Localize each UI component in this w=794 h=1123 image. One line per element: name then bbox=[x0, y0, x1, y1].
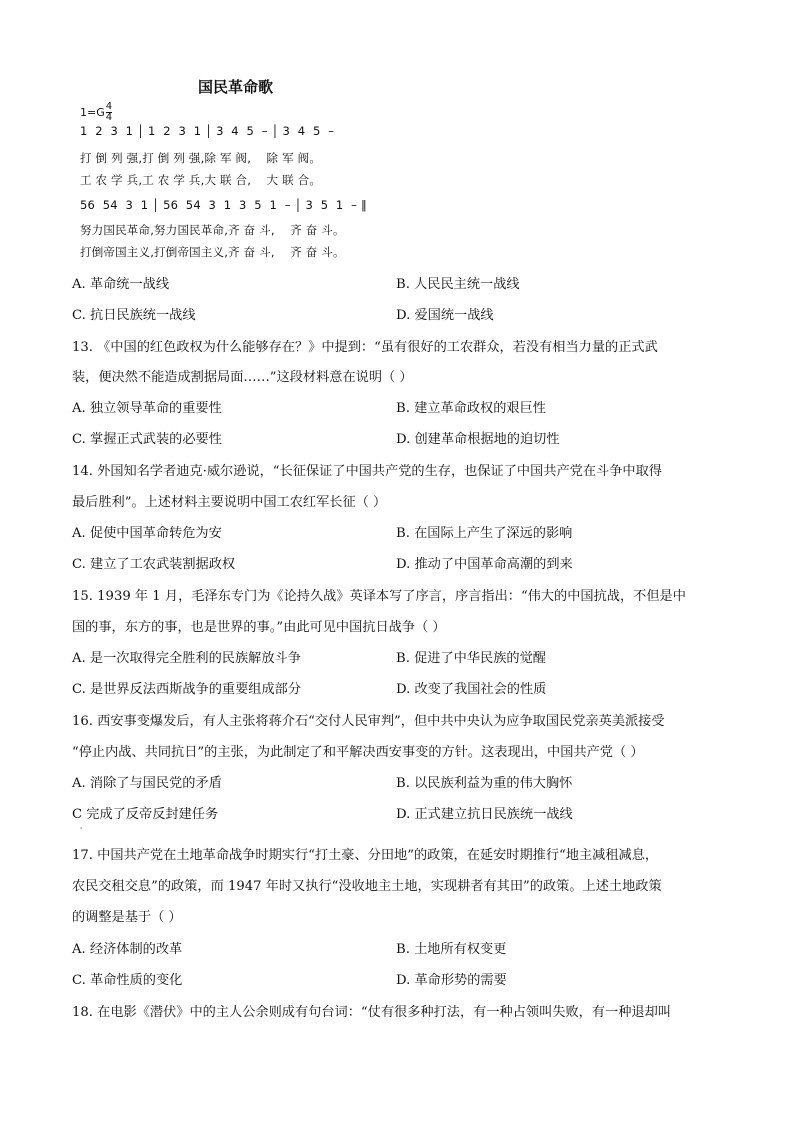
q17-option-c: C. 革命性质的变化 bbox=[72, 973, 183, 988]
q14-option-b: B. 在国际上产生了深远的影响 bbox=[396, 526, 573, 541]
q13-option-a: A. 独立领导革命的重要性 bbox=[72, 401, 222, 416]
q14-option-c: C. 建立了工农武装割据政权 bbox=[72, 557, 236, 572]
song-key-signature bbox=[80, 102, 112, 123]
stray-mark: ' bbox=[80, 826, 83, 835]
q15-option-a: A. 是一次取得完全胜利的民族解放斗争 bbox=[72, 651, 301, 666]
q16-stem-line-2: “停止内战、共同抗日”的主张，为此制定了和平解决西安事变的方针。这表现出，中国共产党（ ） bbox=[72, 745, 644, 760]
q12-option-b: B. 人民民主统一战线 bbox=[396, 277, 520, 292]
q14-option-d: D. 推动了中国革命高潮的到来 bbox=[396, 557, 573, 572]
q15-stem-line-2: 国的事，东方的事，也是世界的事。”由此可见中国抗日战争（ ） bbox=[72, 620, 446, 635]
q16-stem-line-1: 16. 西安事变爆发后，有人主张将蒋介石“交付人民审判”，但中共中央认为应争取国民党亲英美派接受 bbox=[72, 714, 665, 729]
q16-option-d: D. 正式建立抗日民族统一战线 bbox=[396, 807, 573, 822]
q17-option-d: D. 革命形势的需要 bbox=[396, 973, 507, 988]
song-lyrics-line-2: 工 农 学 兵,工 农 学 兵,大 联 合, 大 联 合。 bbox=[80, 173, 322, 187]
key-label: 1=G bbox=[80, 106, 105, 119]
song-notes-line-2: 56 54 3 1 │ 56 54 3 1 3 5 1 – │ 3 5 1 – ‖ bbox=[80, 198, 367, 212]
q13-stem-line-1: 13. 《中国的红色政权为什么能够存在？》中提到：“虽有很好的工农群众，若没有相当力量的正式武 bbox=[72, 340, 658, 355]
time-top: 4 bbox=[105, 101, 113, 112]
q16-option-c: C 完成了反帝反封建任务 bbox=[72, 807, 219, 822]
time-bottom: 4 bbox=[105, 112, 113, 123]
q12-option-c: C. 抗日民族统一战线 bbox=[72, 308, 196, 323]
q13-option-d: D. 创建革命根据地的迫切性 bbox=[396, 432, 560, 447]
q17-option-a: A. 经济体制的改革 bbox=[72, 942, 183, 957]
q15-stem-line-1: 15. 1939 年 1 月，毛泽东专门为《论持久战》英译本写了序言，序言指出：“伟大的中国抗战，不但是中 bbox=[72, 589, 686, 604]
song-lyrics-line-3: 努力国民革命,努力国民革命,齐 奋 斗, 齐 奋 斗。 bbox=[80, 223, 345, 237]
q14-stem-line-2: 最后胜利”。上述材料主要说明中国工农红军长征（ ） bbox=[72, 495, 387, 510]
time-signature bbox=[106, 102, 112, 123]
q16-option-a: A. 消除了与国民党的矛盾 bbox=[72, 776, 222, 791]
q15-option-c: C. 是世界反法西斯战争的重要组成部分 bbox=[72, 682, 302, 697]
song-figure bbox=[76, 72, 396, 272]
q13-option-b: B. 建立革命政权的艰巨性 bbox=[396, 401, 546, 416]
q17-stem-line-3: 的调整是基于（ ） bbox=[72, 910, 182, 925]
q16-option-b: B. 以民族利益为重的伟大胸怀 bbox=[396, 776, 573, 791]
song-lyrics-line-1: 打 倒 列 强,打 倒 列 强,除 军 阀, 除 军 阀。 bbox=[80, 151, 322, 165]
q15-option-d: D. 改变了我国社会的性质 bbox=[396, 682, 547, 697]
song-notes-line-1: 1 2 3 1 │ 1 2 3 1 │ 3 4 5 – │ 3 4 5 – bbox=[80, 124, 335, 138]
q17-option-b: B. 土地所有权变更 bbox=[396, 942, 507, 957]
song-title: 国民革命歌 bbox=[198, 78, 274, 96]
q14-option-a: A. 促使中国革命转危为安 bbox=[72, 526, 222, 541]
song-lyrics-line-4: 打倒帝国主义,打倒帝国主义,齐 奋 斗, 齐 奋 斗。 bbox=[80, 245, 345, 259]
q13-option-c: C. 掌握正式武装的必要性 bbox=[72, 432, 222, 447]
q13-stem-line-2: 装，便决然不能造成割据局面……”这段材料意在说明（ ） bbox=[72, 370, 413, 385]
q18-stem-line-1: 18. 在电影《潜伏》中的主人公余则成有句台词：“仗有很多种打法，有一种占领叫失败，有一种退却叫 bbox=[72, 1005, 671, 1020]
q14-stem-line-1: 14. 外国知名学者迪克·威尔逊说，“长征保证了中国共产党的生存，也保证了中国共产党在斗争中取得 bbox=[72, 464, 662, 479]
q17-stem-line-2: 农民交租交息”的政策，而 1947 年时又执行“没收地主土地，实现耕者有其田”的政策。上述土地政策 bbox=[72, 879, 662, 894]
q15-option-b: B. 促进了中华民族的觉醒 bbox=[396, 651, 546, 666]
q12-option-d: D. 爱国统一战线 bbox=[396, 308, 494, 323]
q17-stem-line-1: 17. 中国共产党在土地革命战争时期实行“打土豪、分田地”的政策，在延安时期推行“地主减租减息， bbox=[72, 848, 659, 863]
q12-option-a: A. 革命统一战线 bbox=[72, 277, 170, 292]
